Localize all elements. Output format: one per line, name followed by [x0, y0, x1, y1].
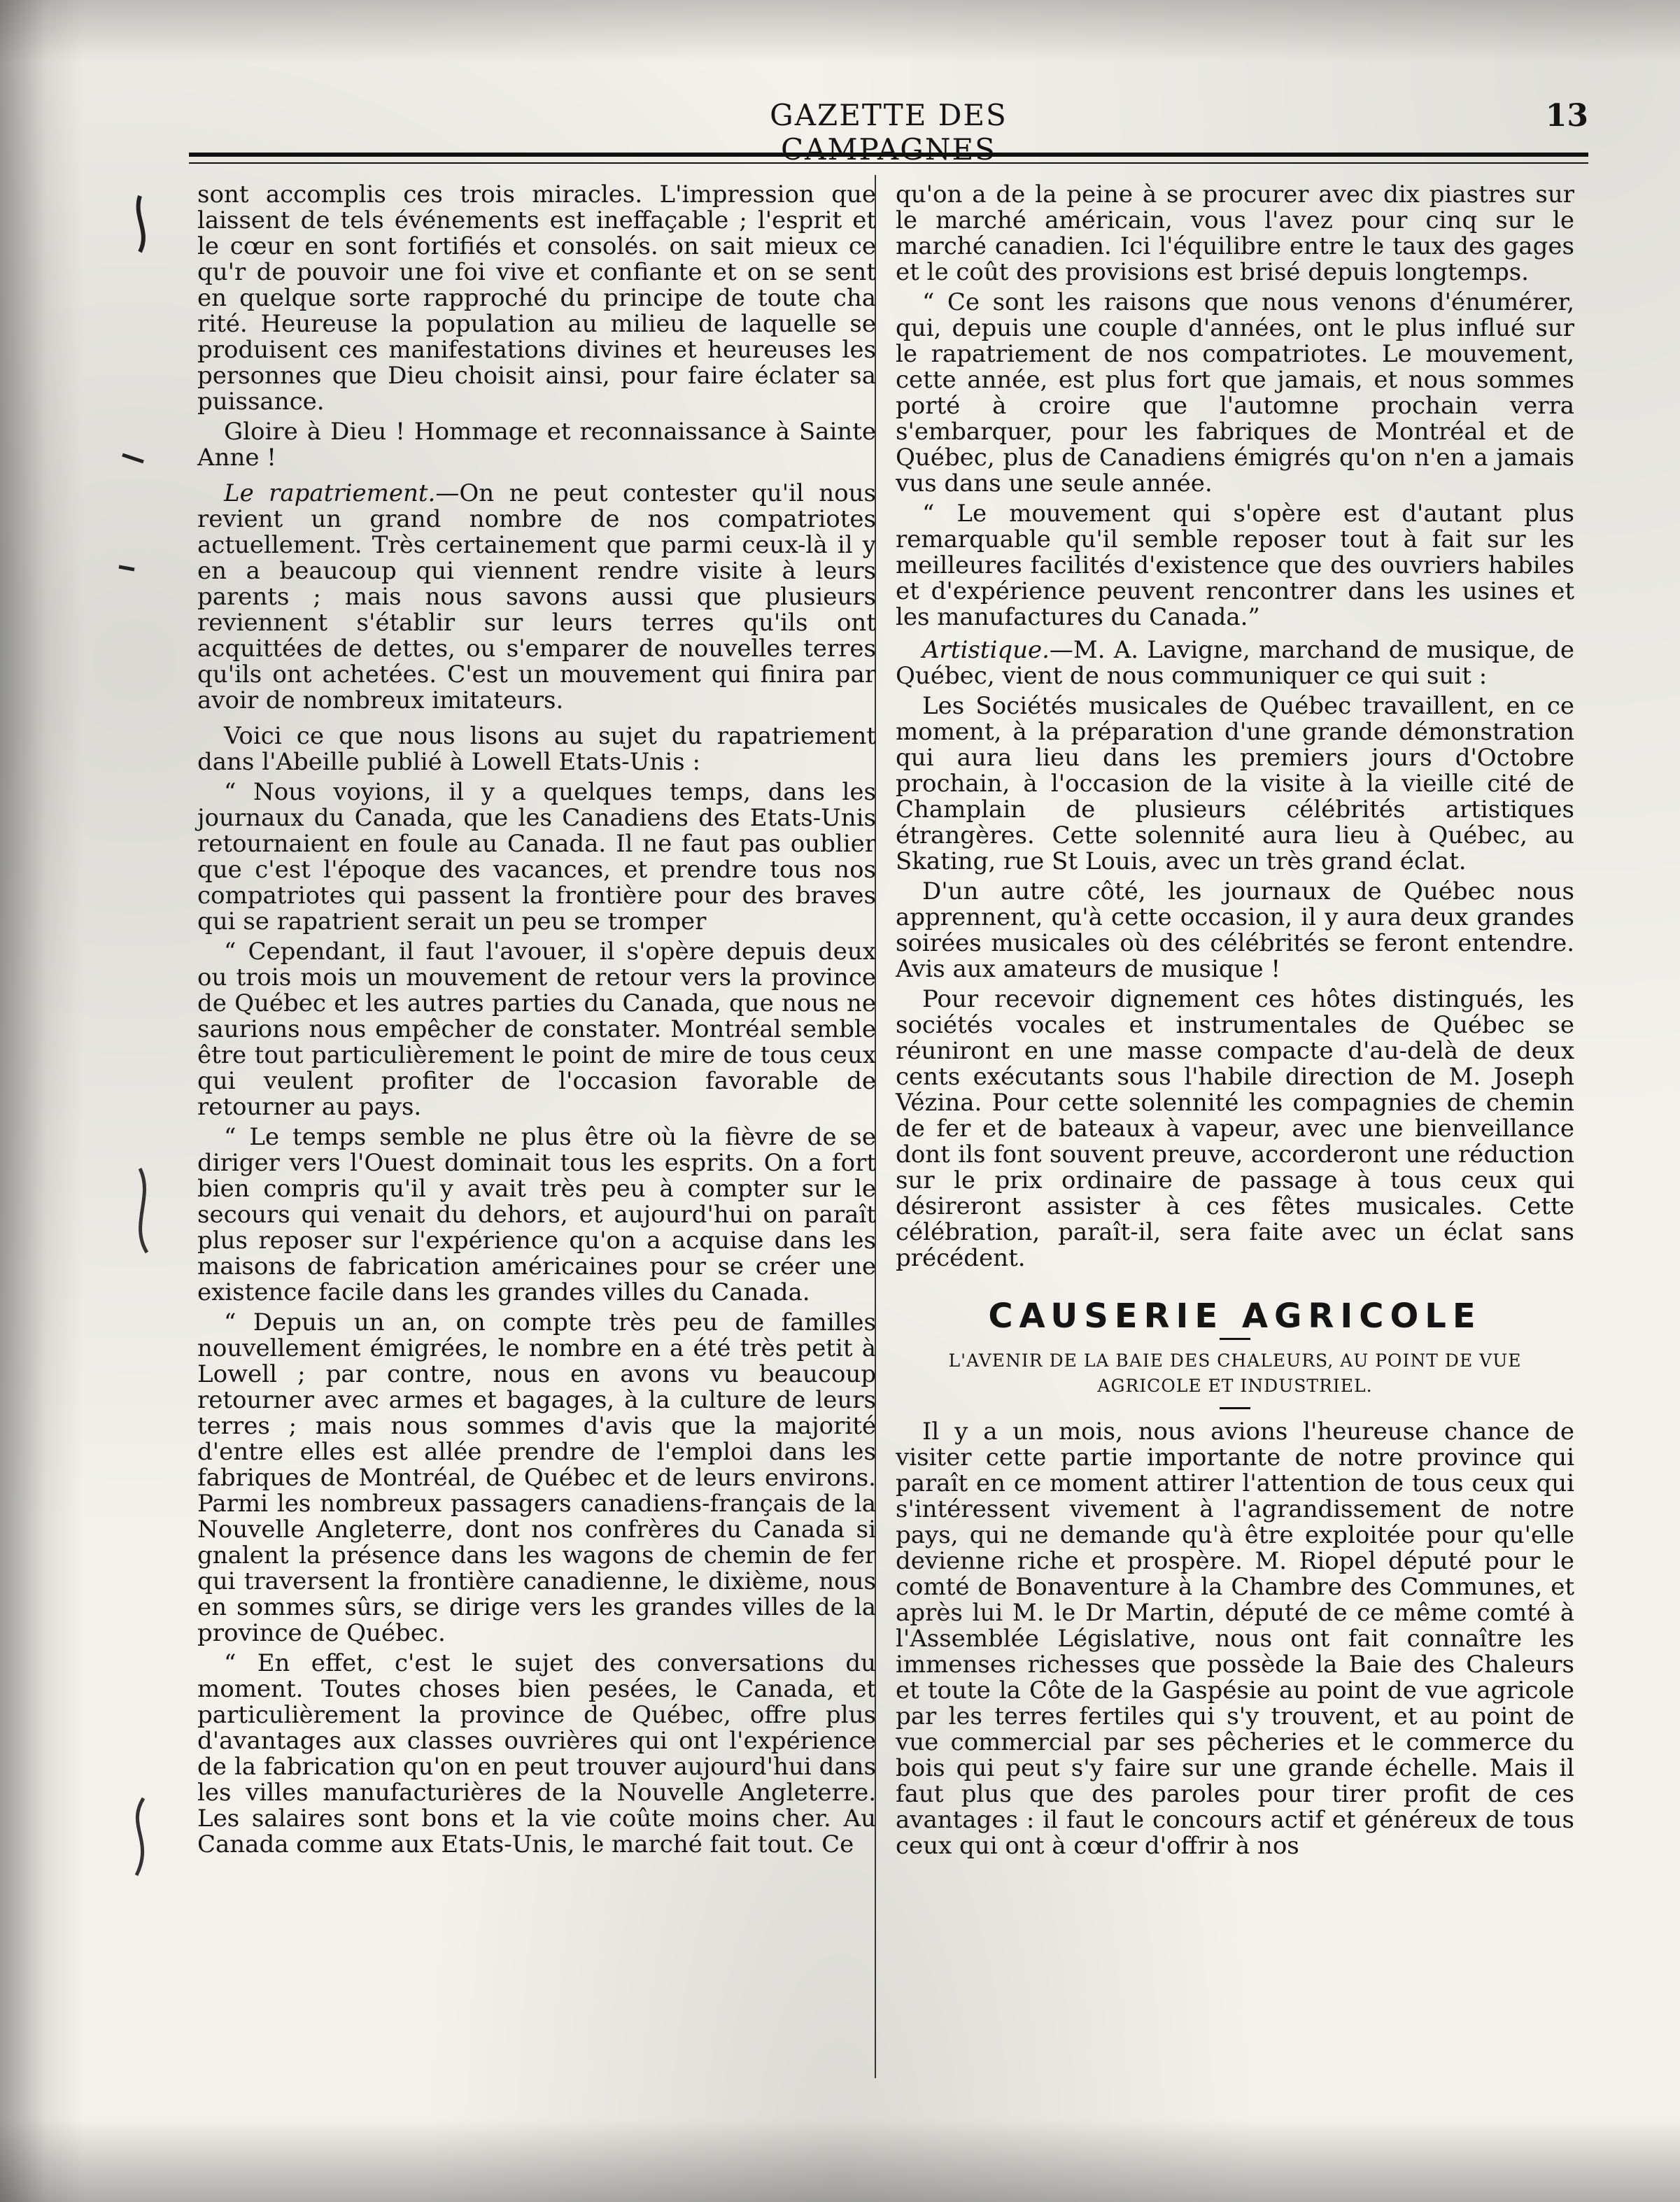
- subheading-line-2: AGRICOLE ET INDUSTRIEL.: [1097, 1376, 1373, 1396]
- running-title: GAZETTE DES CAMPAGNES: [770, 98, 1008, 167]
- scan-shadow-bottom: [0, 2118, 1680, 2202]
- left-paragraph-4: Voici ce que nous lisons au sujet du rapatriement dans l'Abeille publié à Lowell Etats-Unis :: [197, 722, 876, 776]
- subheading-dash: [1220, 1407, 1250, 1409]
- right-paragraph-3: “ Le mouvement qui s'opère est d'autant plus remarquable qu'il semble reposer tout à fait sur les meilleures facilités d'existence que des ouvriers habiles et d'expérience peuvent rencontrer dans les usines et les manufactures du Canada.”: [896, 500, 1574, 631]
- left-paragraph-5: “ Nous voyions, il y a quelques temps, dans les journaux du Canada, que les Canadiens des Etats-Unis retournaient en foule au Canada. Il ne faut pas oublier que c'est l'époque des vacances, et prendre tous nos compatriotes qui passent la frontière pour des braves qui se rapatrient serait un peu se tromper: [197, 778, 876, 936]
- running-head: [189, 98, 1588, 167]
- section-title: CAUSERIE AGRICOLE: [988, 1297, 1482, 1336]
- right-paragraph-7: Pour recevoir dignement ces hôtes distingués, les sociétés vocales et instrumentales de Québec se réuniront en une masse compacte d'au-delà de deux cents exécutants sous l'habile direction de M. Joseph Vézina. Pour cette solennité les compagnies de chemin de fer et de bateaux à vapeur, avec une bienveillance dont ils font souvent preuve, accorderont une réduction sur le prix ordinaire de passage à tous ceux qui désireront assister à ces fêtes musicales. Cette célébration, paraît-il, sera faite avec un éclat sans précédent.: [896, 985, 1574, 1272]
- left-column: [197, 182, 876, 1862]
- lede-rapatriement: Le rapatriement.: [224, 479, 436, 507]
- left-paragraph-3: [197, 481, 876, 714]
- right-paragraph-6: D'un autre côté, les journaux de Québec nous apprennent, qu'à cette occasion, il y aura deux grandes soirées musicales où des célébrités se feront entendre. Avis aux amateurs de musique !: [896, 877, 1574, 983]
- header-double-rule: [189, 153, 1588, 164]
- left-paragraph-9: “ En effet, c'est le sujet des conversations du moment. Toutes choses bien pesées, le Canada, et particulièrement la province de Québec, offre plus d'avantages aux classes ouvrières qui ont l'expérience de la fabrication qu'on en peut trouver aujourd'hui dans les villes manufacturières de la Nouvelle Angleterre. Les salaires sont bons et la vie coûte moins cher. Au Canada comme aux Etats-Unis, le marché fait tout. Ce: [197, 1649, 876, 1858]
- lede-artistique: Artistique.: [922, 636, 1050, 664]
- left-paragraph-3-body: —On ne peut contester qu'il nous revient un grand nombre de nos compatriotes actuellement. Très certainement que parmi ceux-là il y en a beaucoup qui viennent rendre visite à leurs parents ; mais nous savons aussi que plusieurs reviennent s'établir sur leurs terres qu'ils ont acquittées de dettes, ou s'emparer de nouvelles terres qu'ils ont achetées. C'est un mouvement qui finira par avoir de nombreux imitateurs.: [197, 479, 876, 714]
- scan-shadow-top: [0, 0, 1680, 63]
- left-paragraph-8: “ Depuis un an, on compte très peu de familles nouvellement émigrées, le nombre en a été très petit à Lowell ; par contre, nous en avons vu beaucoup retourner avec armes et bagages, à la culture de leurs terres ; mais nous sommes d'avis que la majorité d'entre elles est allée prendre de l'emploi dans les fabriques de Montréal, de Québec et de leurs environs. Parmi les nombreux passagers canadiens-français de la Nouvelle Angleterre, dont nos confrères du Canada si gnalent la présence dans les wagons de chemin de fer qui traversent la frontière canadienne, le dixième, nous en sommes sûrs, se dirige vers les grandes villes de la province de Québec.: [197, 1308, 876, 1647]
- left-paragraph-6: “ Cependant, il faut l'avouer, il s'opère depuis deux ou trois mois un mouvement de retour vers la province de Québec et les autres parties du Canada, que nous ne saurions nous empêcher de constater. Montréal semble être tout particulièrement le point de mire de tous ceux qui veulent profiter de l'occasion favorable de retourner au pays.: [197, 938, 876, 1121]
- section-dash: [1220, 1338, 1250, 1340]
- right-column: [896, 182, 1574, 1863]
- page-number: 13: [1545, 98, 1588, 134]
- section-subheading: [896, 1348, 1574, 1399]
- right-paragraph-2: “ Ce sont les raisons que nous venons d'énumérer, qui, depuis une couple d'années, ont le plus influé sur le rapatriement de nos compatriotes. Le mouvement, cette année, est plus fort que jamais, et nous sommes porté à croire que l'automne prochain verra s'embarquer, pour les fabriques de Montréal et de Québec, plus de Canadiens émigrés qu'on n'en a jamais vus dans une seule année.: [896, 288, 1574, 497]
- right-paragraph-4-body: —M. A. Lavigne, marchand de musique, de Québec, vient de nous communiquer ce qui suit :: [896, 636, 1574, 690]
- left-paragraph-2: Gloire à Dieu ! Hommage et reconnaissance à Sainte Anne !: [197, 418, 876, 472]
- right-paragraph-8: Il y a un mois, nous avions l'heureuse chance de visiter cette partie importante de notre province qui paraît en ce moment attirer l'attention de tous ceux qui s'intéressent vivement à l'agrandissement de notre pays, qui ne demande qu'à être exploitée pour qu'elle devienne riche et prospère. M. Riopel député pour le comté de Bonaventure à la Chambre des Communes, et après lui M. le Dr Martin, député de ce même comté à l'Assemblée Législative, nous ont fait connaître les immenses richesses que possède la Baie des Chaleurs et toute la Côte de la Gaspésie au point de vue agricole par les terres fertiles qui s'y trouvent, et au point de vue commercial par ses pêcheries et le commerce du bois qui peut s'y faire sur une grande échelle. Mais il faut plus que des paroles pour tirer profit de ces avantages : il faut le concours actif et généreux de tous ceux qui ont à cœur d'offrir à nos: [896, 1418, 1574, 1860]
- right-paragraph-4: [896, 637, 1574, 689]
- right-paragraph-1: qu'on a de la peine à se procurer avec dix piastres sur le marché américain, vous l'avez pour cinq sur le marché canadien. Ici l'équilibre entre le taux des gages et le coût des provisions est brisé depuis longtemps.: [896, 181, 1574, 286]
- right-paragraph-5: Les Sociétés musicales de Québec travaillent, en ce moment, à la préparation d'une grande démonstration qui aura lieu dans les premiers jours d'Octobre prochain, à l'occasion de la visite à la vieille cité de Champlain de plusieurs célébrités artistiques étrangères. Cette solennité aura lieu à Québec, au Skating, rue St Louis, avec un très grand éclat.: [896, 692, 1574, 875]
- left-paragraph-1: sont accomplis ces trois miracles. L'impression que laissent de tels événements est ineffaçable ; l'esprit et le cœur en sont fortifiés et consolés. on sait mieux ce qu'r de pouvoir une foi vive et confiante et on se sent en quelque sorte rapproché du principe de toute cha rité. Heureuse la population au milieu de laquelle se produisent ces manifestations divines et heureuses les personnes que Dieu choisit ainsi, pour faire éclater sa puissance.: [197, 181, 876, 416]
- scan-shadow-left: [0, 0, 84, 2202]
- subheading-line-1: L'AVENIR DE LA BAIE DES CHALEURS, AU POINT DE VUE: [948, 1350, 1522, 1371]
- left-paragraph-7: “ Le temps semble ne plus être où la fièvre de se diriger vers l'Ouest dominait tous les esprits. On a fort bien compris qu'il y avait très peu à compter sur le secours qui venait du dehors, et aujourd'hui on paraît plus reposer sur l'expérience qu'on a acquise dans les maisons de fabrication américaines pour se créer une existence facile dans les grandes villes du Canada.: [197, 1123, 876, 1306]
- left-margin-marks: [112, 189, 175, 2078]
